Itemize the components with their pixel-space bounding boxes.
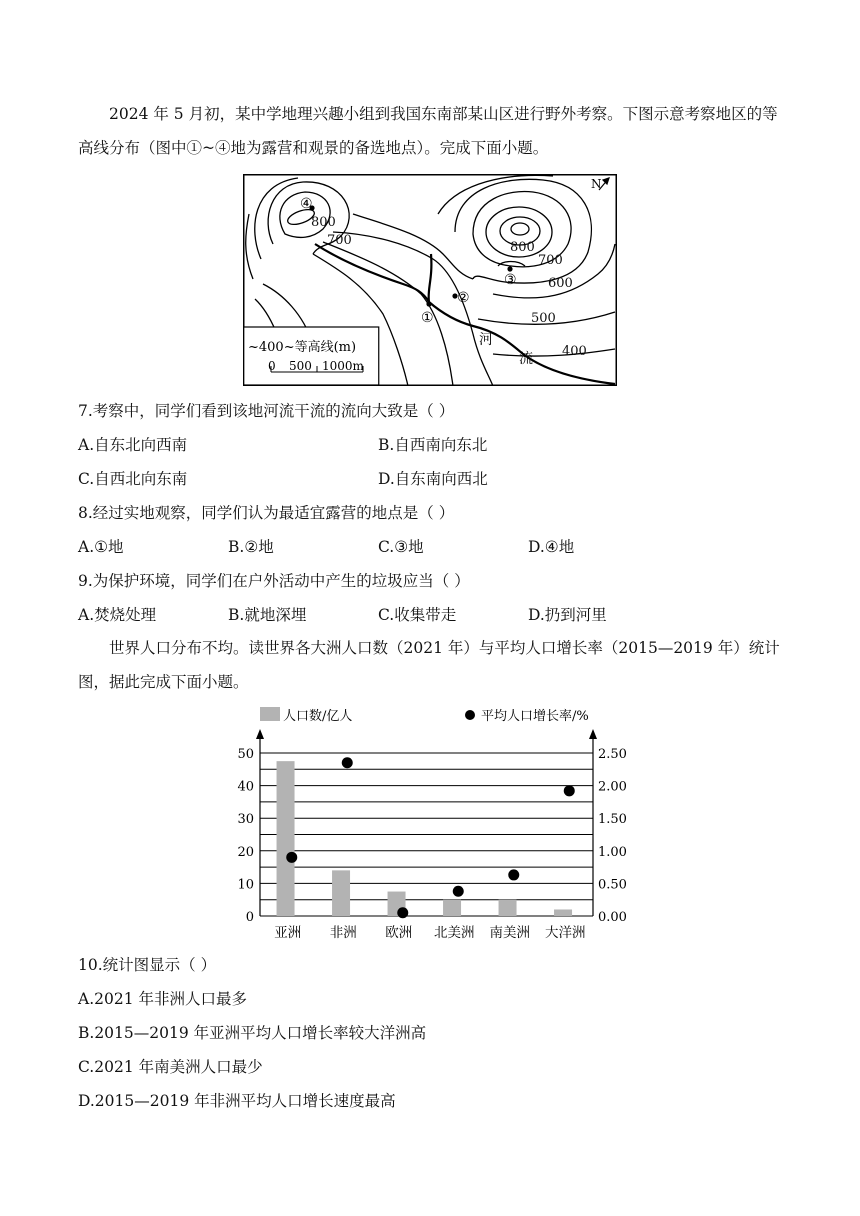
- point-label-1: ①: [421, 310, 434, 326]
- scale-label: 0: [268, 359, 276, 373]
- river-char: 流: [519, 351, 533, 367]
- left-tick-label: 50: [237, 747, 254, 762]
- category-label: 北美洲: [434, 925, 475, 941]
- category-label: 欧洲: [385, 925, 413, 941]
- q10-option-a[interactable]: A.2021 年非洲人口最多: [78, 990, 247, 1008]
- q7-option-b[interactable]: B.自西南向东北: [378, 436, 488, 454]
- growth-rate-dot: [453, 886, 464, 897]
- contour-label: 600: [548, 276, 573, 291]
- intro-paragraph-1: 2024 年 5 月初，某中学地理兴趣小组到我国东南部某山区进行野外考察。下图示意考察地区的等高线分布（图中①~④地为露营和观景的备选地点）。完成下面小题。: [78, 105, 778, 157]
- point-label-2: ②: [457, 290, 470, 306]
- legend-dot-label: 平均人口增长率/%: [481, 709, 589, 724]
- q9-option-b[interactable]: B.就地深埋: [228, 606, 307, 624]
- right-tick-label: 2.50: [598, 747, 627, 762]
- growth-rate-dot: [286, 852, 297, 863]
- growth-rate-dot: [508, 869, 519, 880]
- q8-option-a[interactable]: A.①地: [78, 538, 124, 556]
- population-bar: [332, 870, 350, 916]
- category-label: 南美洲: [489, 925, 530, 941]
- contour-label: 700: [538, 253, 563, 268]
- category-label: 大洋洲: [545, 925, 586, 941]
- q7-option-a[interactable]: A.自东北向西南: [78, 436, 188, 454]
- right-tick-label: 1.00: [598, 844, 627, 860]
- intro-paragraph-2: 世界人口分布不均。读世界各大洲人口数（2021 年）与平均人口增长率（2015—2019 年）统计图，据此完成下面小题。: [78, 639, 780, 691]
- point-label-3: ③: [504, 272, 517, 288]
- growth-rate-dot: [564, 785, 575, 796]
- q10-option-d[interactable]: D.2015—2019 年非洲平均人口增长速度最高: [78, 1092, 396, 1110]
- contour-label: 500: [531, 311, 556, 326]
- growth-rate-dot: [397, 907, 408, 918]
- point-label-4: ④: [300, 196, 313, 212]
- scale-label: 1000m: [322, 359, 364, 373]
- question-9-stem: 9.为保护环境，同学们在户外活动中产生的垃圾应当（ ）: [78, 572, 470, 590]
- left-tick-label: 20: [237, 844, 254, 860]
- population-bar: [277, 761, 295, 916]
- population-bar: [443, 900, 461, 916]
- left-tick-label: 0: [245, 910, 254, 925]
- q8-option-d[interactable]: D.④地: [528, 538, 575, 556]
- river-char: 河: [479, 332, 493, 348]
- contour-label: 800: [311, 215, 336, 230]
- q7-option-c[interactable]: C.自西北向东南: [78, 470, 188, 488]
- contour-map: [243, 174, 617, 386]
- q7-option-d[interactable]: D.自东南向西北: [378, 470, 488, 488]
- right-tick-label: 0.50: [598, 877, 627, 893]
- scale-label: 500: [289, 359, 312, 373]
- left-tick-label: 30: [237, 812, 254, 828]
- growth-rate-dot: [342, 757, 353, 768]
- population-chart: [225, 700, 635, 946]
- right-axis-arrow: [589, 729, 597, 739]
- population-bar: [499, 900, 517, 916]
- right-tick-label: 0.00: [598, 910, 627, 925]
- right-tick-label: 1.50: [598, 812, 627, 828]
- right-tick-label: 2.00: [598, 779, 627, 795]
- left-tick-label: 10: [237, 877, 254, 893]
- q10-option-b[interactable]: B.2015—2019 年亚洲平均人口增长率较大洋洲高: [78, 1024, 427, 1042]
- contour-label: 700: [327, 233, 352, 248]
- question-8-stem: 8.经过实地观察，同学们认为最适宜露营的地点是（ ）: [78, 504, 455, 522]
- q8-option-c[interactable]: C.③地: [378, 538, 424, 556]
- legend-bar-label: 人口数/亿人: [283, 709, 353, 724]
- population-bar: [554, 909, 572, 916]
- q10-option-c[interactable]: C.2021 年南美洲人口最少: [78, 1058, 263, 1076]
- category-label: 亚洲: [274, 925, 302, 941]
- q9-option-c[interactable]: C.收集带走: [378, 606, 457, 624]
- question-7-stem: 7.考察中，同学们看到该地河流干流的流向大致是（ ）: [78, 402, 455, 420]
- category-label: 非洲: [329, 925, 357, 941]
- left-axis-arrow: [256, 729, 264, 739]
- contour-label: 400: [562, 344, 587, 359]
- q9-option-a[interactable]: A.焚烧处理: [78, 606, 157, 624]
- left-tick-label: 40: [237, 779, 254, 795]
- question-10-stem: 10.统计图显示（ ）: [78, 956, 217, 974]
- map-legend-contour: ~400~等高线(m): [248, 340, 357, 355]
- legend-bar-swatch: [260, 707, 280, 721]
- contour-label: 800: [510, 240, 535, 255]
- legend-dot-swatch: [465, 710, 475, 720]
- north-label: N: [591, 177, 602, 191]
- q9-option-d[interactable]: D.扔到河里: [528, 606, 607, 624]
- q8-option-b[interactable]: B.②地: [228, 538, 274, 556]
